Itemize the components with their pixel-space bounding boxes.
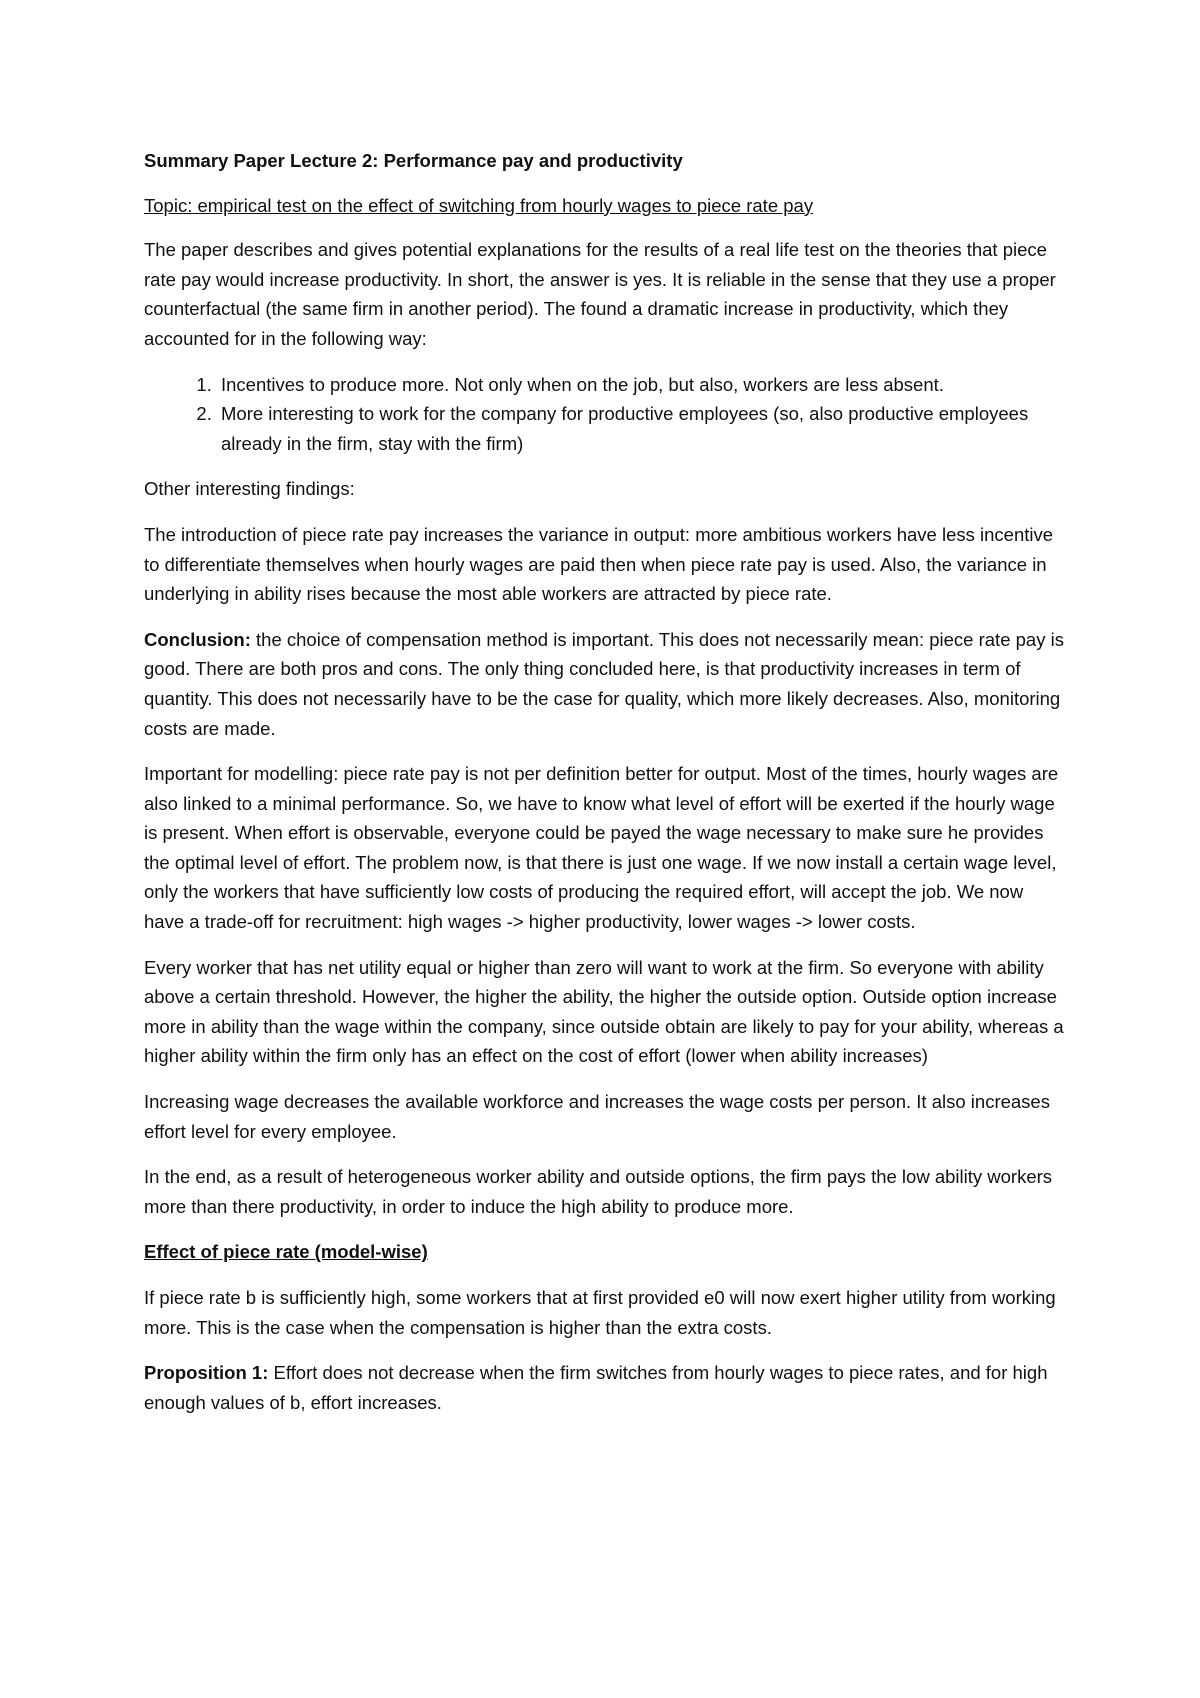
conclusion-paragraph (144, 625, 1064, 743)
findings-list (144, 370, 1064, 459)
intro-paragraph: The paper describes and gives potential explanations for the results of a real life test on the theories that piece rate pay would increase productivity. In short, the answer is yes. It is reliable in the sense that they use a proper counterfactual (the same firm in another period). The found a dramatic increase in productivity, which they accounted for in the following way: (144, 239, 1056, 349)
wage-paragraph: Increasing wage decreases the available workforce and increases the wage costs per person. It also increases effort level for every employee. (144, 1091, 1050, 1142)
utility-paragraph: Every worker that has net utility equal or higher than zero will want to work at the firm. So everyone with ability above a certain threshold. However, the higher the ability, the higher the outside option. Outside option increase more in ability than the wage within the company, since outside obtain are likely to pay for your ability, whereas a higher ability within the firm only has an effect on the cost of effort (lower when ability increases) (144, 956, 1064, 1067)
document-title: Summary Paper Lecture 2: Performance pay and productivity (144, 150, 683, 171)
conclusion-label: Conclusion: (144, 628, 251, 650)
proposition-label: Proposition 1: (144, 1362, 269, 1384)
topic-line: Topic: empirical test on the effect of switching from hourly wages to piece rate pay (144, 194, 814, 216)
variance-paragraph: The introduction of piece rate pay increases the variance in output: more ambitious workers have less incentive to differentiate themselves when hourly wages are paid then when piece rate pay is used. Also, the variance in underlying in ability rises because the most able workers are attracted by piece rate. (144, 523, 1054, 605)
conclusion-text: the choice of compensation method is important. This does not necessarily mean: piece rate pay is good. There are both pros and cons. The only thing concluded here, is that productivity increases in term of quantity. This does not necessarily have to be the case for quality, which more likely decreases. Also, monitoring costs are made. (144, 628, 1064, 739)
list-item: 1. Incentives to produce more. Not only when on the job, but also, workers are less absent. (217, 370, 1064, 400)
other-findings-label: Other interesting findings: (144, 478, 355, 500)
piece-rate-paragraph: If piece rate b is sufficiently high, some workers that at first provided e0 will now exert higher utility from working more. This is the case when the compensation is higher than the extra costs. (144, 1287, 1056, 1338)
modelling-paragraph: Important for modelling: piece rate pay is not per definition better for output. Most of the times, hourly wages are also linked to a minimal performance. So, we have to know what level of effort will be exerted if the hourly wage is present. When effort is observable, everyone could be payed the wage necessary to make sure he provides the optimal level of effort. The problem now, is that there is just one wage. If we now install a certain wage level, only the workers that have sufficiently low costs of producing the required effort, will accept the job. We now have a trade-off for recruitment: high wages -> higher productivity, lower wages -> lower costs. (144, 763, 1059, 933)
proposition-text: Effort does not decrease when the firm switches from hourly wages to piece rates, and for high enough values of b, effort increases. (144, 1362, 1048, 1413)
list-item: 2. More interesting to work for the company for productive employees (so, also productive employees already in the firm, stay with the firm) (217, 399, 1064, 458)
effect-heading: Effect of piece rate (model-wise) (144, 1241, 428, 1263)
end-paragraph: In the end, as a result of heterogeneous worker ability and outside options, the firm pays the low ability workers more than there productivity, in order to induce the high ability to produce more. (144, 1166, 1053, 1217)
proposition-paragraph (144, 1358, 1064, 1417)
document-page (144, 146, 1064, 1433)
